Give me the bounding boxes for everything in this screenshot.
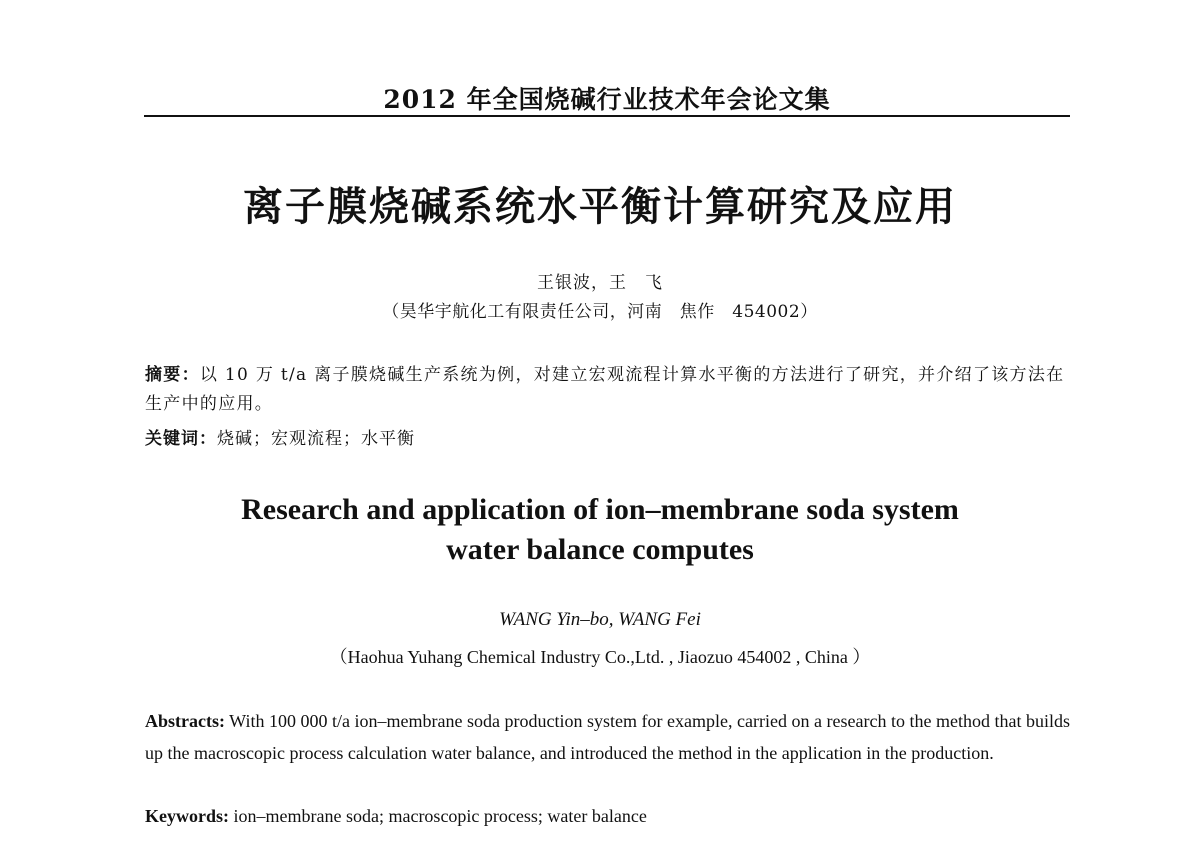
english-title — [0, 490, 1200, 570]
chinese-abstract-text: 以 10 万 t/a 离子膜烧碱生产系统为例，对建立宏观流程计算水平衡的方法进行了研究，并介绍了该方法在生产中的应用。 — [145, 365, 1065, 414]
english-abstract — [145, 705, 1070, 769]
chinese-keywords-label: 关键词： — [145, 429, 217, 449]
english-title-line-1: Research and application of ion–membrane soda system — [241, 493, 959, 526]
english-abstract-text: With 100 000 t/a ion–membrane soda production system for example, carried on a research to the method that builds up the macroscopic process calculation water balance, and introduced the method in the application in the production. — [145, 711, 1070, 763]
english-keywords-text: ion–membrane soda; macroscopic process; water balance — [229, 806, 647, 826]
chinese-abstract — [145, 361, 1070, 419]
chinese-authors: 王银波，王 飞 — [537, 273, 663, 293]
english-affiliation: （Haohua Yuhang Chemical Industry Co.,Ltd. , Jiaozuo 454002 , China ） — [329, 647, 871, 667]
chinese-keywords-text: 烧碱；宏观流程；水平衡 — [217, 429, 415, 449]
chinese-title: 离子膜烧碱系统水平衡计算研究及应用 — [243, 184, 957, 230]
english-authors: WANG Yin–bo, WANG Fei — [499, 609, 701, 630]
english-keywords — [145, 802, 1070, 830]
english-title-line-2: water balance computes — [446, 533, 754, 566]
chinese-abstract-label: 摘要： — [145, 365, 200, 385]
header-rule — [144, 115, 1070, 117]
english-keywords-label: Keywords: — [145, 806, 229, 826]
chinese-keywords — [145, 425, 1070, 454]
running-header: 2012 年全国烧碱行业技术年会论文集 — [383, 85, 831, 114]
chinese-affiliation: （昊华宇航化工有限责任公司，河南 焦作 454002） — [382, 302, 818, 322]
english-abstract-label: Abstracts: — [145, 711, 225, 731]
